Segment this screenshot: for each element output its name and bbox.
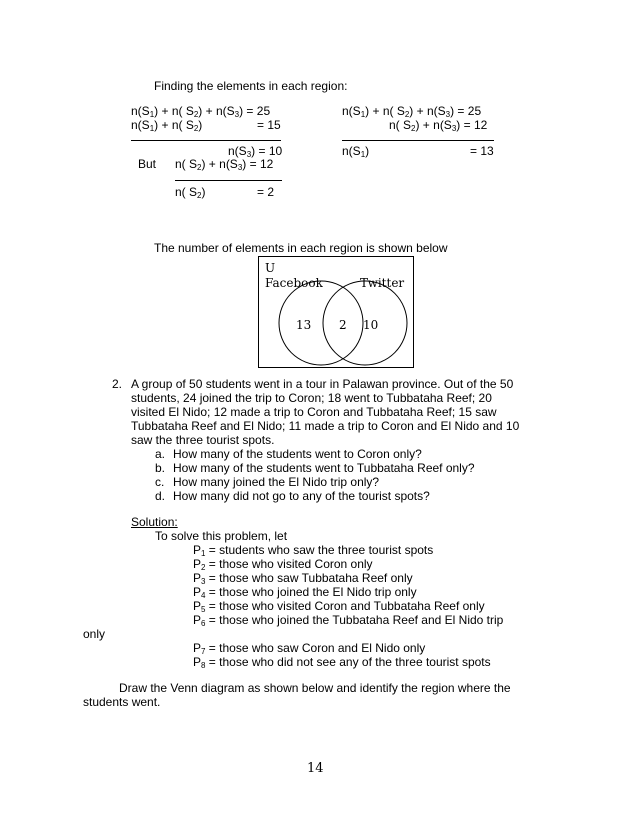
intersection-count: 2	[339, 318, 347, 332]
but-label: But	[138, 157, 157, 171]
left-subtraction-line	[131, 140, 281, 141]
right-result-value: = 13	[470, 144, 494, 158]
question-letter: b.	[155, 461, 166, 475]
problem-line: Tubbataha Reef and El Nido; 11 made a trip to Coron and El Nido and 10	[131, 419, 520, 433]
problem-line: students, 24 joined the trip to Coron; 18 went to Tubbataha Reef; 20	[131, 391, 492, 405]
left-final: n( $S_2$)	[175, 185, 206, 200]
definition-item: $P_8$ = those who did not see any of the three tourist spots	[193, 655, 491, 670]
region-intro: The number of elements in each region is shown below	[154, 241, 448, 255]
facebook-only-count: 13	[296, 318, 312, 332]
left-final-value: = 2	[257, 185, 275, 199]
twitter-label: Twitter	[360, 276, 405, 290]
question-letter: a.	[155, 447, 166, 461]
left-equation-2: $n(S_1) + n$( $S_2$)	[131, 118, 203, 133]
question-text: How many of the students went to Coron only?	[173, 447, 422, 461]
definition-item: $P_3$ = those who saw Tubbataha Reef only	[193, 571, 413, 586]
twitter-only-count: 10	[363, 318, 379, 332]
venn-diagram	[258, 256, 414, 368]
right-equation-2: n( $S_2) + n(S_3) = 12$	[389, 118, 488, 133]
solution-lead: To solve this problem, let	[155, 529, 288, 543]
universe-label: U	[265, 261, 276, 275]
definition-item: $P_7$ = those who saw Coron and El Nido only	[193, 641, 426, 656]
definition-item: $P_6$ = those who joined the Tubbataha Reef and El Nido trip	[193, 613, 504, 628]
but-subtraction-line	[175, 180, 282, 181]
closing-line-1: Draw the Venn diagram as shown below and identify the region where the	[119, 681, 511, 695]
definition-item: $P_5$ = those who visited Coron and Tubbataha Reef only	[193, 599, 485, 614]
solution-heading: Solution:	[131, 515, 178, 529]
venn-circles	[259, 257, 412, 366]
left-result: $n(S_3) = 10$	[228, 144, 283, 159]
section-intro: Finding the elements in each region:	[154, 79, 348, 93]
problem-line: visited El Nido; 12 made a trip to Coron and Tubbataha Reef; 15 saw	[131, 405, 497, 419]
closing-line-2: students went.	[83, 695, 161, 709]
question-text: How many did not go to any of the tourist spots?	[173, 489, 430, 503]
but-equation: n( $S_2) + n(S_3) = 12$	[175, 157, 274, 172]
problem-line: A group of 50 students went in a tour in Palawan province. Out of the 50	[131, 377, 514, 391]
facebook-label: Facebook	[265, 276, 323, 290]
left-equation-2-value: = 15	[257, 118, 281, 132]
definition-item: $P_4$ = those who joined the El Nido trip only	[193, 585, 417, 600]
question-letter: d.	[155, 489, 166, 503]
problem-line: saw the three tourist spots.	[131, 433, 275, 447]
problem-number: 2.	[112, 377, 123, 391]
right-result: $n(S_1)$	[342, 144, 370, 159]
definition-wrap: only	[83, 627, 106, 641]
question-letter: c.	[155, 475, 165, 489]
facebook-circle	[279, 281, 363, 365]
question-text: How many of the students went to Tubbataha Reef only?	[173, 461, 475, 475]
definition-item: $P_1$ = students who saw the three tourist spots	[193, 543, 434, 558]
definition-item: $P_2$ = those who visited Coron only	[193, 557, 373, 572]
right-equation-1: $n(S_1) + n$( $S_2) + n(S_3) = 25$	[342, 104, 482, 119]
question-text: How many joined the El Nido trip only?	[173, 475, 380, 489]
page-number: 14	[307, 761, 324, 776]
right-subtraction-line	[342, 140, 494, 141]
left-equation-1: $n(S_1) + n$( $S_2) + n(S_3) = 25$	[131, 104, 271, 119]
